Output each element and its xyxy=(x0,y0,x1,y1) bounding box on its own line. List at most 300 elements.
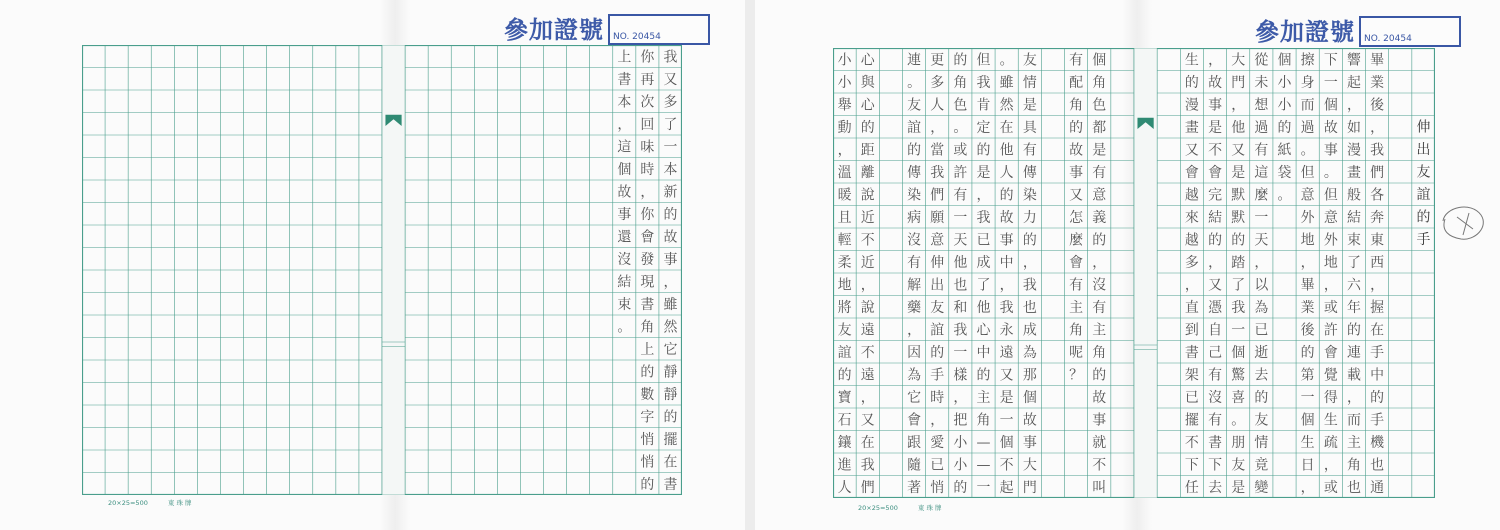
handwritten-char: 故 xyxy=(1022,412,1037,429)
handwritten-char: 奔 xyxy=(1370,210,1385,227)
handwritten-char: 一 xyxy=(953,210,968,227)
handwritten-char: 地 xyxy=(1323,255,1338,272)
handwritten-char: 將 xyxy=(837,300,852,317)
essay-title-char: 伸 xyxy=(1416,119,1431,136)
handwritten-char: 般 xyxy=(1346,187,1361,204)
handwritten-char: 角 xyxy=(1092,75,1107,92)
handwritten-char: 進 xyxy=(837,457,852,474)
handwritten-char: 又 xyxy=(1069,187,1084,204)
handwritten-char: 驚 xyxy=(1231,367,1246,384)
handwritten-char: 都 xyxy=(1092,120,1107,137)
handwritten-char: 。 xyxy=(1277,187,1292,204)
handwritten-char: 但 xyxy=(976,52,991,69)
handwritten-char: ， xyxy=(1300,255,1315,272)
handwritten-char: 願 xyxy=(930,210,945,227)
handwritten-char: 的 xyxy=(1370,390,1385,407)
grid-size-footer xyxy=(858,503,942,512)
handwritten-char: 因 xyxy=(907,345,922,362)
handwritten-char: 染 xyxy=(1022,187,1037,204)
handwritten-char: 事 xyxy=(1022,435,1037,452)
handwritten-char: 手 xyxy=(930,367,945,384)
handwritten-char: 角 xyxy=(953,75,968,92)
handwritten-char: 許 xyxy=(953,165,968,182)
handwritten-char: 柔 xyxy=(837,255,852,272)
handwritten-char: 本 xyxy=(663,162,678,179)
handwritten-char: 業 xyxy=(1370,75,1385,92)
handwritten-char: 現 xyxy=(640,274,655,291)
handwritten-char: 紙 xyxy=(1277,142,1292,159)
handwritten-char: 發 xyxy=(640,252,655,269)
handwritten-char: 寶 xyxy=(837,390,852,407)
handwritten-char: 跟 xyxy=(907,435,922,452)
handwritten-char: 我 xyxy=(953,322,968,339)
handwritten-char: 門 xyxy=(1022,480,1037,497)
grid-size-label: 20×25=500 xyxy=(858,504,898,512)
handwritten-char: — xyxy=(976,435,991,452)
handwritten-char: 結 xyxy=(1208,210,1223,227)
handwritten-char: 不 xyxy=(1092,457,1107,474)
handwritten-char: 角 xyxy=(1092,345,1107,362)
handwritten-char: 地 xyxy=(1300,232,1315,249)
handwritten-char: 未 xyxy=(1254,75,1269,92)
handwritten-char: 主 xyxy=(976,390,991,407)
handwritten-char: 怎 xyxy=(1069,210,1084,227)
essay-title-char: 出 xyxy=(1416,142,1431,159)
handwritten-char: 書 xyxy=(617,72,632,89)
handwritten-char: 是 xyxy=(1022,97,1037,114)
handwritten-char: 有 xyxy=(1069,277,1084,294)
handwritten-char: 。 xyxy=(1300,142,1315,159)
handwritten-char: 的 xyxy=(976,142,991,159)
handwritten-char: ， xyxy=(1092,255,1107,272)
handwritten-char: 悄 xyxy=(640,454,655,471)
handwritten-char: 有 xyxy=(1092,300,1107,317)
handwritten-char: 覺 xyxy=(1323,367,1338,384)
handwritten-char: 故 xyxy=(1323,120,1338,137)
handwritten-char: 藥 xyxy=(907,300,922,317)
handwritten-char: 靜 xyxy=(663,364,678,381)
handwritten-char: 或 xyxy=(1323,480,1338,497)
handwritten-char: 會 xyxy=(1208,165,1223,182)
handwritten-char: 許 xyxy=(1323,322,1338,339)
handwritten-char: 人 xyxy=(999,165,1014,182)
handwritten-char: 喜 xyxy=(1231,390,1246,407)
handwritten-char: 束 xyxy=(1346,232,1361,249)
handwritten-char: 在 xyxy=(1370,322,1385,339)
handwritten-char: 還 xyxy=(617,229,632,246)
handwritten-char: 解 xyxy=(907,277,922,294)
handwritten-char: 有 xyxy=(1208,412,1223,429)
handwritten-char: 下 xyxy=(1184,457,1199,474)
handwritten-char: 我 xyxy=(663,49,678,66)
handwritten-char: 的 xyxy=(640,364,655,381)
handwritten-char: 這 xyxy=(617,139,632,156)
handwritten-char: 有 xyxy=(953,187,968,204)
handwritten-char: 我 xyxy=(976,210,991,227)
handwritten-char: 後 xyxy=(1300,322,1315,339)
handwritten-char: ， xyxy=(1184,277,1199,294)
essay-title-char: 友 xyxy=(1416,164,1431,181)
handwritten-char: 門 xyxy=(1231,75,1246,92)
handwritten-char: 漫 xyxy=(1184,97,1199,114)
handwritten-char: 。 xyxy=(999,52,1014,69)
handwritten-char: 但 xyxy=(1323,187,1338,204)
handwritten-char: 完 xyxy=(1208,187,1223,204)
handwritten-char: 疏 xyxy=(1323,435,1338,452)
handwritten-char: 人 xyxy=(930,97,945,114)
handwritten-char: ， xyxy=(663,274,678,291)
handwritten-char: ， xyxy=(999,277,1014,294)
handwritten-char: 輕 xyxy=(837,232,852,249)
handwritten-char: 情 xyxy=(1022,75,1037,92)
handwritten-char: 也 xyxy=(1022,300,1037,317)
handwritten-char: 擦 xyxy=(1300,52,1315,69)
handwritten-char: ， xyxy=(1254,255,1269,272)
handwritten-char: 不 xyxy=(860,232,875,249)
handwritten-char: 事 xyxy=(1208,97,1223,114)
handwritten-char: ， xyxy=(1323,277,1338,294)
handwritten-char: 過 xyxy=(1300,120,1315,137)
handwritten-char: 畫 xyxy=(1346,165,1361,182)
handwritten-char: ， xyxy=(860,277,875,294)
handwritten-char: 會 xyxy=(907,412,922,429)
handwritten-char: 回 xyxy=(640,117,655,134)
handwritten-char: 東 xyxy=(1370,232,1385,249)
handwritten-char: 個 xyxy=(1022,390,1037,407)
handwritten-char: ？ xyxy=(1069,367,1084,384)
handwritten-char: 定 xyxy=(976,120,991,137)
handwritten-char: 。 xyxy=(907,75,922,92)
left-essay-page xyxy=(0,0,745,530)
handwritten-char: 人 xyxy=(837,480,852,497)
handwritten-char: 事 xyxy=(1069,165,1084,182)
handwritten-char: ， xyxy=(617,117,632,134)
handwritten-char: 會 xyxy=(1323,345,1338,362)
handwritten-char: 中 xyxy=(1370,367,1385,384)
handwritten-char: 有 xyxy=(1254,142,1269,159)
handwritten-char: 說 xyxy=(860,300,875,317)
handwritten-char: 溫 xyxy=(837,165,852,182)
handwritten-char: 或 xyxy=(953,142,968,159)
handwritten-char: 然 xyxy=(663,319,678,336)
handwritten-char: 與 xyxy=(860,75,875,92)
handwritten-char: 會 xyxy=(640,229,655,246)
handwritten-char: 有 xyxy=(1069,52,1084,69)
handwritten-char: 天 xyxy=(1254,232,1269,249)
handwritten-char: ， xyxy=(860,390,875,407)
handwritten-char: 的 xyxy=(640,477,655,494)
handwritten-char: 個 xyxy=(1277,52,1292,69)
handwritten-char: 叫 xyxy=(1092,480,1107,497)
handwritten-char: 誼 xyxy=(837,345,852,362)
handwritten-char: 事 xyxy=(617,207,632,224)
handwritten-char: 天 xyxy=(953,232,968,249)
handwritten-char: 心 xyxy=(860,97,875,114)
handwritten-char: ， xyxy=(1346,97,1361,114)
handwritten-char: 在 xyxy=(663,454,678,471)
handwritten-char: 以 xyxy=(1254,277,1269,294)
handwritten-char: 多 xyxy=(1184,255,1199,272)
handwritten-char: 他 xyxy=(999,142,1014,159)
handwritten-char: 染 xyxy=(907,187,922,204)
handwritten-char: 畢 xyxy=(1370,52,1385,69)
handwritten-char: 有 xyxy=(907,255,922,272)
handwritten-char: 畫 xyxy=(1184,120,1199,137)
handwritten-char: 再 xyxy=(640,72,655,89)
handwritten-char: 大 xyxy=(1231,52,1246,69)
handwritten-char: 生 xyxy=(1184,52,1199,69)
handwritten-char: 六 xyxy=(1346,277,1361,294)
handwritten-char: 的 xyxy=(1277,120,1292,137)
handwritten-char: 日 xyxy=(1300,457,1315,474)
handwritten-char: 雖 xyxy=(663,297,678,314)
handwritten-char: 束 xyxy=(617,297,632,314)
handwritten-char: 力 xyxy=(1022,210,1037,227)
handwritten-char: 的 xyxy=(1092,367,1107,384)
handwritten-char: 說 xyxy=(860,187,875,204)
handwritten-char: 逝 xyxy=(1254,345,1269,362)
handwritten-char: 傳 xyxy=(1022,165,1037,182)
handwritten-char: ， xyxy=(953,390,968,407)
handwritten-char: 意 xyxy=(1323,210,1338,227)
handwritten-char: 更 xyxy=(930,52,945,69)
participant-number-value: NO. 20454 xyxy=(1364,34,1412,44)
participant-number-header xyxy=(1255,12,1461,47)
handwritten-char: 是 xyxy=(1231,480,1246,497)
handwritten-char: 小 xyxy=(953,457,968,474)
handwritten-char: 故 xyxy=(1069,142,1084,159)
handwritten-char: 字 xyxy=(640,409,655,426)
handwritten-char: 了 xyxy=(976,277,991,294)
handwritten-char: 去 xyxy=(1254,367,1269,384)
handwritten-char: 得 xyxy=(1323,390,1338,407)
handwritten-char: 小 xyxy=(1277,75,1292,92)
handwritten-char: 的 xyxy=(837,367,852,384)
handwritten-char: 年 xyxy=(1346,300,1361,317)
handwritten-char: 友 xyxy=(1231,457,1246,474)
handwritten-char: 麼 xyxy=(1254,187,1269,204)
handwritten-char: 西 xyxy=(1370,255,1385,272)
handwritten-char: 把 xyxy=(953,412,968,429)
handwritten-char: ， xyxy=(930,412,945,429)
handwritten-char: 近 xyxy=(860,255,875,272)
handwritten-char: 書 xyxy=(640,297,655,314)
handwritten-char: 又 xyxy=(663,72,678,89)
handwritten-char: 來 xyxy=(1184,210,1199,227)
handwritten-char: 生 xyxy=(1300,435,1315,452)
handwritten-char: 個 xyxy=(1231,345,1246,362)
handwritten-char: 一 xyxy=(1254,210,1269,227)
handwritten-char: 的 xyxy=(999,187,1014,204)
handwritten-char: — xyxy=(976,457,991,474)
handwritten-char: 默 xyxy=(1231,210,1246,227)
handwritten-char: 會 xyxy=(1184,165,1199,182)
grid-center-fold xyxy=(1134,48,1157,498)
handwritten-char: ， xyxy=(907,322,922,339)
handwritten-char: 愛 xyxy=(930,435,945,452)
handwritten-char: 友 xyxy=(1022,52,1037,69)
handwritten-char: 不 xyxy=(999,457,1014,474)
essay-title-char: 手 xyxy=(1416,232,1431,249)
handwritten-char: 踏 xyxy=(1231,255,1246,272)
handwritten-char: 而 xyxy=(1346,412,1361,429)
handwritten-char: 我 xyxy=(1231,300,1246,317)
handwritten-char: 然 xyxy=(999,97,1014,114)
paper-brand-label: 東 珠 牌 xyxy=(167,499,192,507)
pencil-circle-mark xyxy=(1435,195,1490,250)
handwritten-char: ， xyxy=(837,142,852,159)
handwritten-char: 起 xyxy=(1346,75,1361,92)
handwritten-char: 你 xyxy=(640,49,655,66)
handwritten-char: 是 xyxy=(1231,165,1246,182)
handwritten-char: 義 xyxy=(1092,210,1107,227)
handwritten-char: 會 xyxy=(1069,255,1084,272)
handwritten-char: 暖 xyxy=(837,187,852,204)
handwritten-char: 已 xyxy=(930,457,945,474)
handwritten-char: 角 xyxy=(976,412,991,429)
handwritten-char: 麼 xyxy=(1069,232,1084,249)
handwritten-char: 和 xyxy=(953,300,968,317)
handwritten-char: 一 xyxy=(976,480,991,497)
handwritten-char: 有 xyxy=(1092,165,1107,182)
handwritten-char: 或 xyxy=(1323,300,1338,317)
handwritten-char: 呢 xyxy=(1069,345,1084,362)
handwritten-char: 我 xyxy=(930,165,945,182)
handwritten-char: 生 xyxy=(1323,412,1338,429)
handwritten-char: 出 xyxy=(930,277,945,294)
handwritten-char: 我 xyxy=(1370,142,1385,159)
handwritten-char: 角 xyxy=(640,319,655,336)
handwritten-char: 數 xyxy=(640,387,655,404)
handwritten-char: 石 xyxy=(837,412,852,429)
manuscript-grid xyxy=(82,45,682,495)
handwritten-char: 如 xyxy=(1346,120,1361,137)
handwritten-char: 角 xyxy=(1346,457,1361,474)
handwritten-char: ， xyxy=(1323,457,1338,474)
handwritten-char: 主 xyxy=(1346,435,1361,452)
handwritten-char: 沒 xyxy=(1092,277,1107,294)
handwritten-char: 但 xyxy=(1300,165,1315,182)
handwritten-char: 意 xyxy=(1300,187,1315,204)
handwritten-char: 不 xyxy=(860,345,875,362)
handwritten-char: 沒 xyxy=(907,232,922,249)
handwritten-char: 。 xyxy=(1323,165,1338,182)
handwritten-char: 到 xyxy=(1184,322,1199,339)
handwritten-char: 了 xyxy=(1346,255,1361,272)
handwritten-char: ， xyxy=(1370,120,1385,137)
handwritten-char: 情 xyxy=(1254,435,1269,452)
handwritten-char: 是 xyxy=(976,165,991,182)
handwritten-char: 遠 xyxy=(860,322,875,339)
handwritten-char: 也 xyxy=(1346,480,1361,497)
handwritten-char: 友 xyxy=(837,322,852,339)
handwritten-char: 也 xyxy=(953,277,968,294)
handwritten-char: 傳 xyxy=(907,165,922,182)
handwritten-char: 為 xyxy=(907,367,922,384)
handwritten-char: 們 xyxy=(930,187,945,204)
handwritten-char: 憑 xyxy=(1208,300,1223,317)
handwritten-char: 誼 xyxy=(907,120,922,137)
handwritten-char: 事 xyxy=(1092,412,1107,429)
handwritten-char: 為 xyxy=(1022,345,1037,362)
handwritten-char: 遠 xyxy=(860,367,875,384)
handwritten-char: 這 xyxy=(1254,165,1269,182)
handwritten-char: 從 xyxy=(1254,52,1269,69)
handwritten-char: 一 xyxy=(1300,390,1315,407)
handwritten-char: 想 xyxy=(1254,97,1269,114)
handwritten-char: 載 xyxy=(1346,367,1361,384)
handwritten-char: 中 xyxy=(976,345,991,362)
handwritten-char: 個 xyxy=(1300,412,1315,429)
handwritten-char: ， xyxy=(640,184,655,201)
handwritten-char: 次 xyxy=(640,94,655,111)
participant-number-header xyxy=(504,10,710,45)
handwritten-char: 連 xyxy=(907,52,922,69)
handwritten-char: 又 xyxy=(999,367,1014,384)
handwritten-char: 在 xyxy=(999,120,1014,137)
handwritten-char: 握 xyxy=(1370,300,1385,317)
handwritten-char: 結 xyxy=(1346,210,1361,227)
handwritten-char: 不 xyxy=(1184,435,1199,452)
handwritten-char: 第 xyxy=(1300,367,1315,384)
handwritten-char: 那 xyxy=(1022,367,1037,384)
handwritten-char: 小 xyxy=(837,52,852,69)
handwritten-char: 本 xyxy=(617,94,632,111)
handwritten-char: 的 xyxy=(1300,345,1315,362)
handwritten-char: 一 xyxy=(663,139,678,156)
manuscript-grid xyxy=(833,48,1435,498)
handwritten-char: 的 xyxy=(976,367,991,384)
handwritten-char: 去 xyxy=(1208,480,1223,497)
handwritten-char: 通 xyxy=(1370,480,1385,497)
handwritten-char: 樣 xyxy=(953,367,968,384)
handwritten-char: 沒 xyxy=(1208,390,1223,407)
handwritten-char: ， xyxy=(1370,277,1385,294)
handwritten-char: 的 xyxy=(1022,232,1037,249)
handwritten-char: 的 xyxy=(1346,322,1361,339)
handwritten-char: 朋 xyxy=(1231,435,1246,452)
handwritten-char: 雖 xyxy=(999,75,1014,92)
handwritten-char: 事 xyxy=(1323,142,1338,159)
handwritten-char: 我 xyxy=(1022,277,1037,294)
handwritten-char: 的 xyxy=(953,480,968,497)
handwritten-char: 舉 xyxy=(837,97,852,114)
handwritten-char: 我 xyxy=(860,457,875,474)
participant-number-label: 參加證號 xyxy=(1255,17,1355,46)
handwritten-char: 沒 xyxy=(617,252,632,269)
handwritten-char: 袋 xyxy=(1277,165,1292,182)
handwritten-char: 他 xyxy=(976,300,991,317)
handwritten-char: 的 xyxy=(663,207,678,224)
handwritten-char: 一 xyxy=(953,345,968,362)
handwritten-char: 心 xyxy=(976,322,991,339)
essay-title-char: 誼 xyxy=(1416,187,1431,204)
handwritten-char: 各 xyxy=(1370,187,1385,204)
handwritten-char: 永 xyxy=(999,322,1014,339)
handwritten-char: 就 xyxy=(1092,435,1107,452)
handwritten-char: 又 xyxy=(860,412,875,429)
handwritten-char: 擺 xyxy=(1184,412,1199,429)
handwritten-char: ， xyxy=(1208,52,1223,69)
handwritten-char: 畢 xyxy=(1300,277,1315,294)
handwritten-char: 小 xyxy=(953,435,968,452)
paper-brand-label: 東 珠 牌 xyxy=(917,504,942,512)
handwritten-char: 事 xyxy=(999,232,1014,249)
handwritten-char: 了 xyxy=(1231,277,1246,294)
handwritten-char: 地 xyxy=(837,277,852,294)
handwritten-char: 已 xyxy=(976,232,991,249)
handwritten-char: 的 xyxy=(930,345,945,362)
